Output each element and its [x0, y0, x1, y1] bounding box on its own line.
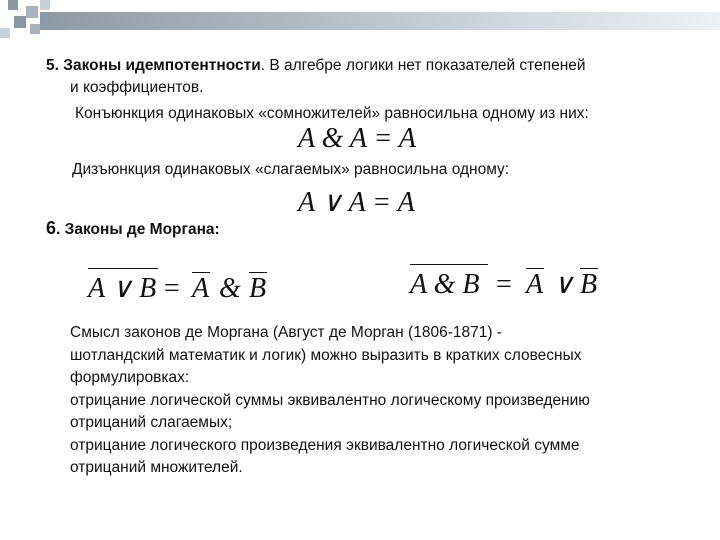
overline — [88, 268, 158, 269]
deco-square — [40, 0, 50, 10]
conjunction-text: Конъюнкция одинаковых «сомножителей» равносильна одному из них: — [75, 105, 589, 122]
explanation-line: отрицание логической суммы эквивалентно логическому произведению — [70, 391, 590, 409]
law2-op: ∨ — [553, 269, 574, 300]
header-gradient-bar — [40, 12, 720, 30]
deco-square — [30, 24, 40, 34]
section5-heading — [46, 56, 586, 76]
formula-disjunction-idempotence: A ∨ A = A — [298, 187, 415, 218]
law2-equals: = — [496, 269, 512, 300]
law2-lhs: A & B — [410, 269, 480, 300]
deco-square — [8, 0, 18, 10]
explanation-line: шотландский математик и логик) можно выразить в кратких словесных — [70, 346, 582, 364]
formula-conjunction-idempotence: A & A = A — [298, 123, 416, 154]
section5-number: 5. — [46, 57, 59, 74]
explanation-line: Смысл законов де Моргана (Август де Морган (1806-1871) - — [70, 324, 502, 341]
deco-square — [26, 6, 38, 18]
section5-heading-rest: . В алгебре логики нет показателей степеней — [260, 57, 586, 74]
slide-decoration — [0, 0, 720, 40]
explanation-line: формулировках: — [70, 369, 190, 386]
law1-op: & — [219, 273, 241, 304]
law1-a: A — [192, 273, 210, 304]
deco-square — [0, 28, 10, 38]
section5-heading-cont: и коэффициентов. — [70, 79, 204, 96]
de-morgan-explanation — [70, 322, 590, 480]
explanation-line: отрицание логического произведения эквивалентно логической сумме — [70, 436, 580, 454]
law2-b: B — [580, 269, 598, 300]
disjunction-text: Дизъюнкция одинаковых «слагаемых» равносильна одному: — [72, 161, 510, 178]
explanation-line: отрицаний множителей. — [70, 459, 243, 476]
section6-number: 6 — [46, 218, 57, 238]
law2-a: A — [526, 269, 544, 300]
law1-lhs: A ∨ B — [88, 273, 157, 304]
section5-title: Законы идемпотентности — [63, 57, 261, 74]
law1-b: B — [249, 273, 267, 304]
deco-square — [14, 16, 26, 28]
law1-equals: = — [164, 273, 180, 304]
section6-title: . Законы де Моргана: — [56, 221, 220, 238]
overline — [410, 264, 488, 265]
section6-heading — [46, 218, 220, 240]
explanation-line: отрицаний слагаемых; — [70, 414, 233, 431]
